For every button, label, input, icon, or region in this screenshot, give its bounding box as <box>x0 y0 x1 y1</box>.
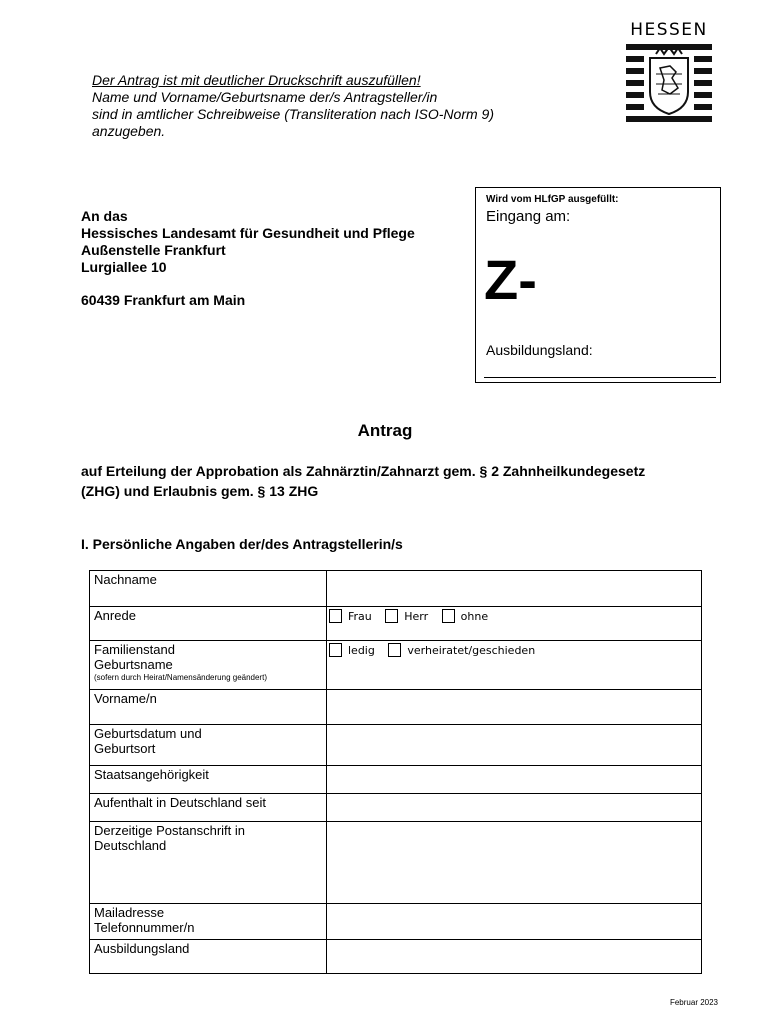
checkbox-ledig[interactable] <box>329 643 342 657</box>
checkbox-ohne[interactable] <box>442 609 455 623</box>
address-line-2: Hessisches Landesamt für Gesundheit und Pflege <box>81 225 415 241</box>
row-nachname <box>90 571 701 606</box>
checkbox-frau[interactable] <box>329 609 342 623</box>
subtitle-line-1: auf Erteilung der Approbation als Zahnärztin/Zahnarzt gem. § 2 Zahnheilkundegesetz <box>81 463 646 479</box>
aufenthalt-label: Aufenthalt in Deutschland seit <box>90 794 327 821</box>
postanschrift-label-cell <box>90 822 327 903</box>
geburtsdatum-input[interactable] <box>327 725 701 765</box>
row-postanschrift <box>90 821 701 903</box>
vorname-label: Vorname/n <box>90 690 327 724</box>
aufenthalt-input[interactable] <box>327 794 701 821</box>
staatsangehoerigkeit-label: Staatsangehörigkeit <box>90 766 327 793</box>
z-prefix: Z- <box>484 248 537 311</box>
row-ausbildungsland <box>90 939 701 973</box>
geburtsort-label: Geburtsort <box>94 741 156 756</box>
anrede-options <box>327 607 701 640</box>
instructions <box>92 72 572 140</box>
familienstand-options <box>327 641 701 689</box>
checkbox-verheiratet[interactable] <box>388 643 401 657</box>
geburtsdatum-label-cell <box>90 725 327 765</box>
mailadresse-label: Mailadresse <box>94 905 165 920</box>
footer-date: Februar 2023 <box>669 998 718 1007</box>
instruction-line-4: anzugeben. <box>92 123 166 139</box>
postanschrift-label-2: Deutschland <box>94 838 167 853</box>
anrede-option-frau[interactable]: Frau <box>329 609 372 623</box>
page-title: Antrag <box>357 421 413 440</box>
subtitle-line-2: (ZHG) und Erlaubnis gem. § 13 ZHG <box>81 483 319 499</box>
row-staatsangehoerigkeit <box>90 765 701 793</box>
vorname-input[interactable] <box>327 690 701 724</box>
row-kontakt <box>90 903 701 939</box>
postanschrift-input[interactable] <box>327 822 701 903</box>
address-line-1: An das <box>81 208 128 224</box>
nachname-label: Nachname <box>90 571 327 606</box>
page-subtitle <box>81 461 721 501</box>
ausbildungsland-label: Ausbildungsland <box>90 940 327 973</box>
familienstand-option-ledig[interactable]: ledig <box>329 643 375 657</box>
instruction-line-3: sind in amtlicher Schreibweise (Transliteration nach ISO-Norm 9) <box>92 106 494 122</box>
checkbox-herr[interactable] <box>385 609 398 623</box>
familienstand-option-verheiratet[interactable]: verheiratet/geschieden <box>388 643 535 657</box>
familienstand-label-cell <box>90 641 327 689</box>
kontakt-input[interactable] <box>327 904 701 939</box>
row-geburtsdatum <box>90 724 701 765</box>
office-use-box <box>475 187 721 383</box>
geburtsname-note: (sofern durch Heirat/Namensänderung geändert) <box>94 673 267 682</box>
ausbildungsland-input[interactable] <box>327 940 701 973</box>
postanschrift-label-1: Derzeitige Postanschrift in <box>94 823 246 838</box>
geburtsdatum-label: Geburtsdatum und <box>94 726 202 741</box>
instruction-line-2: Name und Vorname/Geburtsname der/s Antragsteller/in <box>92 89 438 105</box>
coat-of-arms-icon <box>626 44 712 126</box>
anrede-option-herr[interactable]: Herr <box>385 609 428 623</box>
office-ausbildungsland-label: Ausbildungsland: <box>486 342 593 358</box>
address-line-3: Außenstelle Frankfurt <box>81 242 226 258</box>
row-vorname <box>90 689 701 724</box>
kontakt-label-cell <box>90 904 327 939</box>
hessen-logo-text: HESSEN <box>630 20 708 40</box>
familienstand-label: Familienstand <box>94 642 175 657</box>
instruction-line-1: Der Antrag ist mit deutlicher Druckschrift auszufüllen! <box>92 72 421 88</box>
staatsangehoerigkeit-input[interactable] <box>327 766 701 793</box>
anrede-option-ohne[interactable]: ohne <box>442 609 488 623</box>
personal-data-form <box>89 570 702 974</box>
section-heading: I. Persönliche Angaben der/des Antragstellerin/s <box>81 536 403 552</box>
anrede-label: Anrede <box>90 607 327 640</box>
address-zip-city: 60439 Frankfurt am Main <box>81 292 246 308</box>
address-line-4: Lurgiallee 10 <box>81 259 167 275</box>
recipient-address <box>81 208 415 309</box>
eingang-label: Eingang am: <box>486 208 571 225</box>
row-familienstand <box>90 640 701 689</box>
row-aufenthalt <box>90 793 701 821</box>
row-anrede <box>90 606 701 640</box>
nachname-input[interactable] <box>327 571 701 606</box>
office-note: Wird vom HLfGP ausgefüllt: <box>486 194 619 205</box>
geburtsname-label: Geburtsname <box>94 657 173 672</box>
telefonnummer-label: Telefonnummer/n <box>94 920 195 935</box>
office-signature-line <box>484 377 716 378</box>
